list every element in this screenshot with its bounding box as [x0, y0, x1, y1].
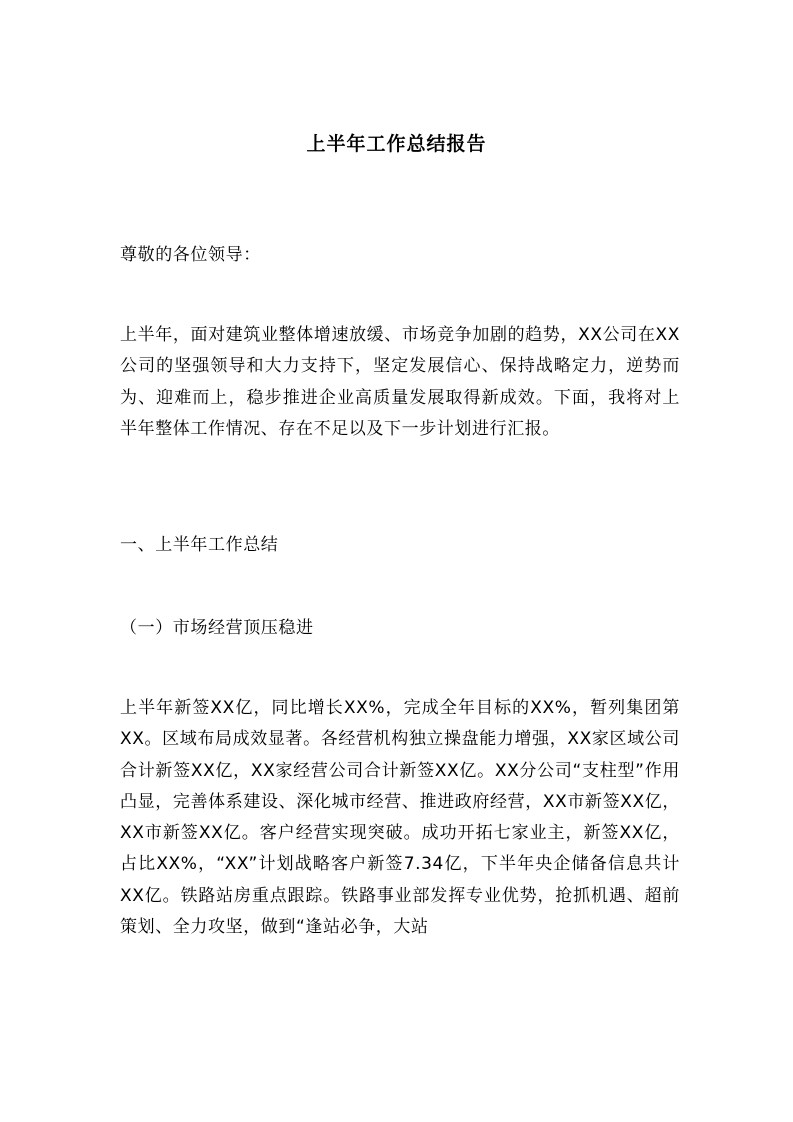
subsection-heading: （一）市场经营顶压稳进: [120, 618, 314, 638]
intro-paragraph: 上半年，面对建筑业整体增速放缓、市场竞争加剧的趋势，XX公司在XX公司的坚强领导和大力支持下，坚定发展信心、保持战略定力，逆势而为、迎难而上，稳步推进企业高质量发展取得新成效。下面，我将对上半年整体工作情况、存在不足以及下一步计划进行汇报。: [120, 325, 680, 439]
salutation: 尊敬的各位领导：: [120, 245, 261, 265]
document-title: 上半年工作总结报告: [306, 133, 487, 155]
body-paragraph: 上半年新签XX亿，同比增长XX%，完成全年目标的XX%，暂列集团第XX。区域布局成效显著。各经营机构独立操盘能力增强，XX家区域公司合计新签XX亿，XX家经营公司合计新签XX亿。XX分公司“支柱型”作用凸显，完善体系建设、深化城市经营、推进政府经营，XX市新签XX亿，XX市新签XX亿。客户经营实现突破。成功开拓七家业主，新签XX亿，占比XX%，“XX”计划战略客户新签7.34亿，下半年央企储备信息共计XX亿。铁路站房重点跟踪。铁路事业部发挥专业优势，抢抓机遇、超前策划、全力攻坚，做到“逢站必争，大站: [120, 698, 680, 938]
section-heading: 一、上半年工作总结: [120, 535, 279, 555]
